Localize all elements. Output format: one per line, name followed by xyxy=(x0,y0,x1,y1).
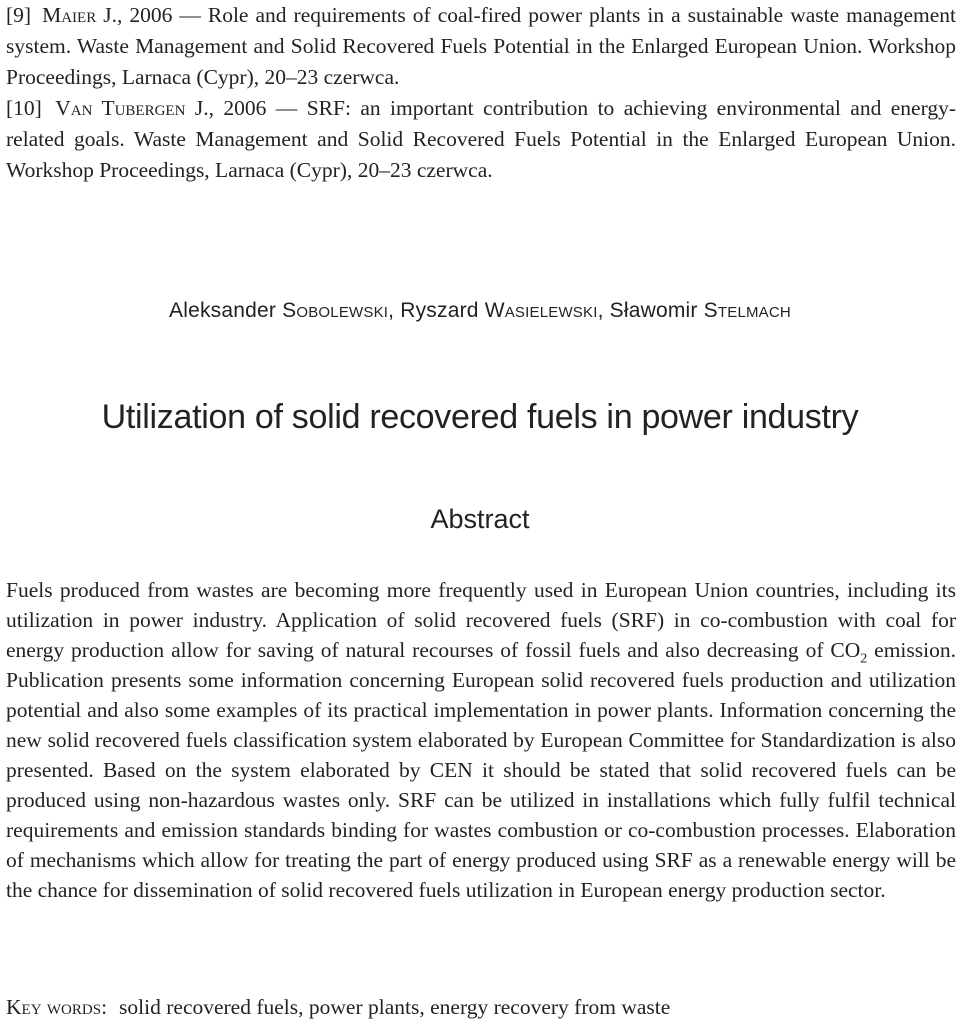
paper-title: Utilization of solid recovered fuels in power industry xyxy=(101,398,859,436)
abstract-text-part: Fuels produced from wastes are becoming more frequently used in European Union countries, including its utilization in power industry. Application of solid recovered fuels (SRF) in co-combustion with coal for energy production allow for saving of natural recourses of fossil fuels and also decreasing of CO xyxy=(6,578,956,662)
reference-author: Maier J. xyxy=(42,3,117,27)
author-last-name: Wasielewski xyxy=(484,299,598,322)
author-first-name: Aleksander xyxy=(169,299,277,322)
reference-number: [9] xyxy=(6,3,32,27)
author-first-name: Ryszard xyxy=(400,299,479,322)
abstract-subscript: 2 xyxy=(860,651,868,667)
keywords-text: solid recovered fuels, power plants, energy recovery from waste xyxy=(119,995,671,1019)
abstract-heading: Abstract xyxy=(430,504,530,534)
author-last-name: Sobolewski xyxy=(282,299,389,322)
author-separator: , xyxy=(597,299,610,322)
author-separator: , xyxy=(388,299,401,322)
keywords-label: Key words: xyxy=(6,995,108,1019)
reference-author: Van Tubergen J. xyxy=(55,96,209,120)
abstract-text-part: emission. Publication presents some information concerning European solid recovered fuels production and utilization potential and also some examples of its practical implementation in power plants. Information concerning the new solid recovered fuels classification system elaborated by European Committee for Standardization is also presented. Based on the system elaborated by CEN it should be stated that solid recovered fuels can be produced using non-hazardous wastes only. SRF can be utilized in installations which fully fulfil technical requirements and emission standards binding for wastes combustion or co-combustion processes. Elaboration of mechanisms which allow for treating the part of energy produced using SRF as a renewable energy will be the chance for dissemination of solid recovered fuels utilization in European energy production sector. xyxy=(6,638,956,902)
author-first-name: Sławomir xyxy=(609,299,698,322)
reference-text: , 2006 — SRF: an important contribution to achieving environmental and energy-related goals. Waste Management and Solid Recovered Fuels Potential in the Enlarged European Union. Workshop Proceedings, Larnaca (Cypr), 20–23 czerwca. xyxy=(6,96,957,182)
reference-10 xyxy=(6,93,956,186)
author-last-name: Stelmach xyxy=(703,299,791,322)
author-list xyxy=(0,299,960,323)
reference-number: [10] xyxy=(6,96,42,120)
reference-text: , 2006 — Role and requirements of coal-fired power plants in a sustainable waste management system. Waste Management and Solid Recovered Fuels Potential in the Enlarged European Union. Workshop Proceedings, Larnaca (Cypr), 20–23 czerwca. xyxy=(6,3,957,89)
keywords xyxy=(6,992,956,1022)
abstract-text xyxy=(6,575,956,905)
reference-9 xyxy=(6,0,956,93)
